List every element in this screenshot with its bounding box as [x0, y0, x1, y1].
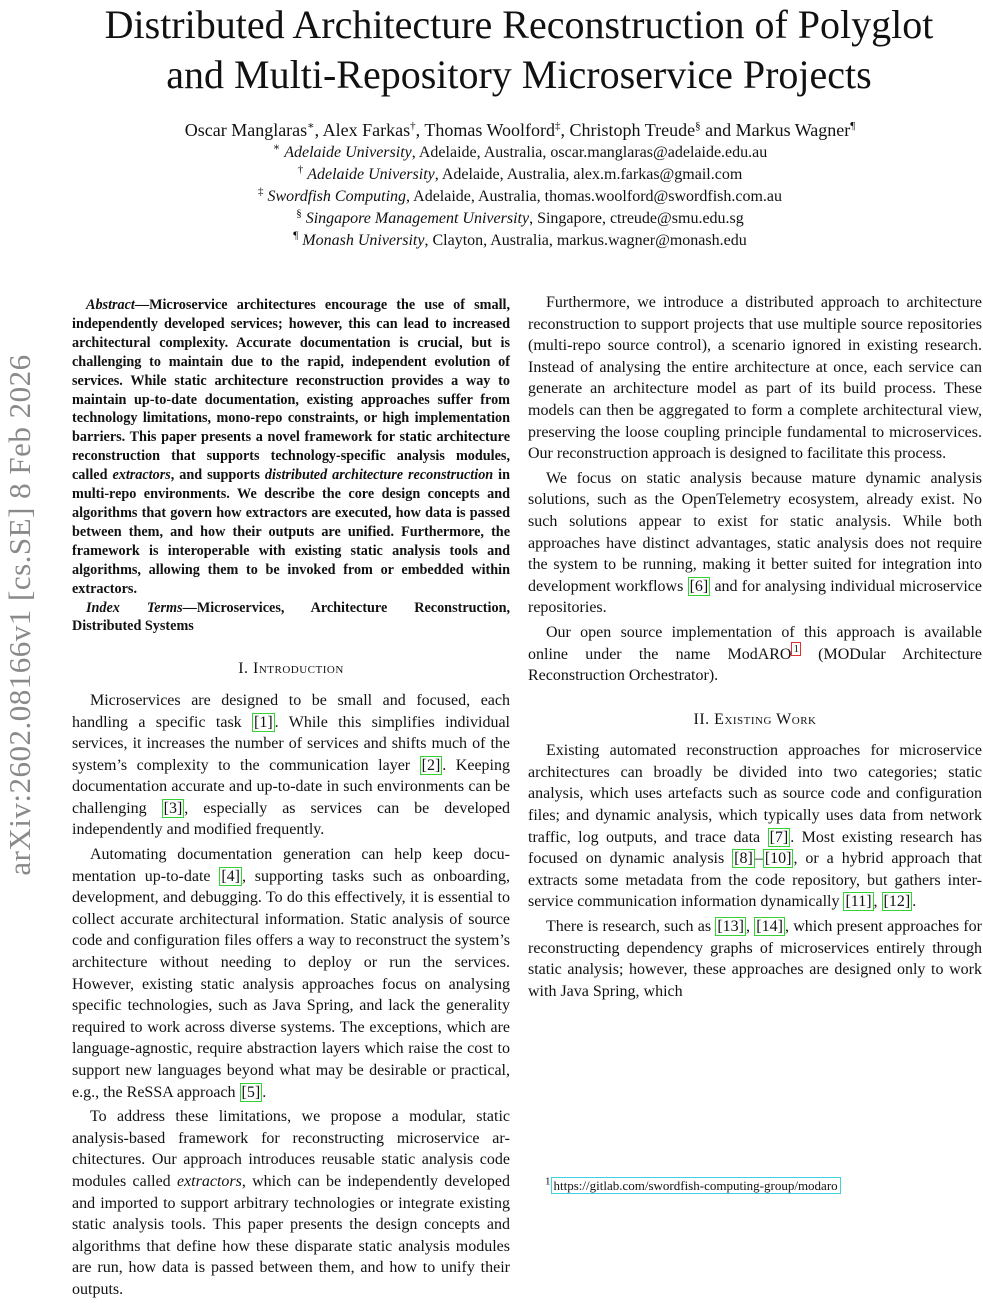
citation-link[interactable]: [14] — [756, 918, 783, 936]
citation-link[interactable]: [10] — [764, 850, 792, 868]
text: , which can be independently developed and imported to support arbitrary technologies or integrate existing static analysis tools. This paper presents the design concepts and algorithms that define how these disparate static analysis modules are run, how data is passed between them, and how to unify their outputs. — [72, 1172, 511, 1298]
text: , — [746, 918, 755, 936]
affiliation-details: , Adelaide, Australia, oscar.manglaras@adelaide.edu.au — [411, 144, 768, 161]
index-terms-label: Index Terms — [86, 599, 183, 616]
index-terms — [72, 599, 510, 637]
abstract-text: , and supports — [170, 467, 265, 484]
affiliation-mark: ‡ — [257, 185, 264, 198]
citation-link[interactable]: [1] — [254, 713, 273, 731]
title-line-1: Distributed Architecture Reconstruction of Polyglot — [104, 2, 934, 47]
text: . — [912, 893, 917, 911]
abstract-text: in multi-repo environments. We describe the core design concepts and algorithms that govern how extractors are executed, how data is passed between them, and how their outputs are unified. Furthermore, the framework is interoperable with existing static analysis tools and algorithms, allowing them to be invoked from or embedded within extractors. — [72, 467, 510, 597]
text: To address these limitations, we propose a modular, static analysis-based framework for reconstructing microservice architectures. Our approach introduces reusable static analysis code modules called — [72, 1108, 510, 1190]
index-terms-text: —Microservices, Architecture Reconstruction, Distributed Systems — [72, 599, 511, 635]
affiliation-org: Singapore Management University — [305, 210, 530, 227]
text: and for analysing individual microservice repositories. — [528, 577, 982, 617]
affiliation-details: , Clayton, Australia, markus.wagner@monash.edu — [424, 232, 747, 249]
text: . Keeping documentation accurate and up-to-date in such environments can be challenging — [72, 756, 511, 817]
footnote-url-link[interactable]: https://gitlab.com/swordfish-computing-group/modaro — [551, 1177, 841, 1194]
author-name: Markus Wagner — [735, 120, 851, 140]
citation-link[interactable]: [13] — [717, 918, 744, 936]
affiliation-details: , Adelaide, Australia, alex.m.farkas@gmail.com — [434, 166, 743, 183]
author-mark: ¶ — [850, 120, 856, 132]
citation-link[interactable]: [6] — [689, 577, 709, 595]
text: , which present approaches for reconstructing dependency graphs of microservices entirely through static analysis; however, these approaches are designed only to work with Java Spring, which — [528, 918, 983, 1000]
text: . While this simplifies individual services, it increases the number of services and shifts much of the system’s complexity to the communication layer — [72, 713, 510, 774]
affiliation-org: Monash University — [302, 232, 425, 249]
affiliation-mark: ∗ — [272, 141, 281, 154]
affiliation-org: Adelaide University — [307, 166, 435, 183]
affiliation-line — [100, 142, 940, 164]
affiliation-mark: ¶ — [293, 229, 299, 242]
abstract-emphasis: distributed architecture reconstruction — [264, 467, 494, 484]
abstract-emphasis: extractors — [112, 467, 171, 484]
text: There is research, such as — [546, 918, 716, 936]
author-name: Alex Farkas — [322, 120, 411, 140]
affiliation-org: Swordfish Computing — [267, 188, 407, 205]
author-conjunction: and — [705, 120, 732, 140]
text: . — [262, 1083, 267, 1101]
affiliation-details: , Singapore, ctreude@smu.edu.sg — [529, 210, 744, 227]
affiliation-line — [100, 208, 940, 230]
author-name: Oscar Manglaras — [184, 120, 308, 140]
affiliation-line — [100, 164, 940, 186]
author-mark: ‡ — [555, 120, 561, 132]
title-line-2: and Multi-Repository Microservice Projects — [166, 52, 872, 97]
emphasis: extractors — [176, 1172, 242, 1190]
author-mark: § — [695, 120, 701, 132]
author-mark: ∗ — [307, 120, 315, 132]
left-column — [72, 292, 510, 1304]
citation-link[interactable]: [12] — [883, 893, 911, 911]
author-name: Christoph Treude — [569, 120, 696, 140]
affiliation-details: , Adelaide, Australia, thomas.woolford@swordfish.com.au — [406, 188, 783, 205]
text: – — [754, 850, 763, 868]
paragraph — [72, 844, 510, 1103]
affiliation-org: Adelaide University — [284, 144, 412, 161]
text: . Most existing research has focused on dynamic analysis — [528, 828, 982, 868]
right-column — [528, 292, 982, 1005]
affiliation-line — [100, 186, 940, 208]
text: (MODular Architecture Reconstruction Orchestrator). — [528, 645, 982, 685]
text: Automating documentation generation can help keep documentation up-to-date — [72, 846, 510, 885]
paragraph — [528, 292, 982, 465]
abstract-text: —Microservice architectures encourage the use of small, independently developed services; however, this can lead to increased architectural complexity. Accurate documentation is crucial, but is challenging to maintain due to the rapid, independent evolution of services. While static architecture reconstruction provides a way to maintain up-to-date documentation, existing approaches suffer from technology limitations, mono-repo constraints, or high implementation barriers. This paper presents a novel framework for static architecture reconstruction that supports technology-specific analysis modules, called — [72, 297, 510, 484]
footnote-link[interactable]: 1 — [793, 643, 799, 656]
section-heading-existing-work: II. Existing Work — [693, 710, 817, 728]
paragraph — [72, 1106, 510, 1300]
paragraph — [528, 622, 982, 687]
text: , supporting tasks such as onboarding, development, and debugging. To do this effectively, it is essential to collect accurate architectural information. Static analysis of source code and configuration files offers a way to reconstruct the system’s architecture without needing to deploy or run the services. However, existing static analysis approaches focus on analysing specific technologies, such as Java Spring, and lack the generality required to work across diverse systems. The exceptions, which are language-agnostic, require abstraction layers which raise the cost to support new languages beyond what may be desirable or practical, e.g., the ReSSA approach — [72, 867, 510, 1101]
paragraph — [528, 468, 982, 619]
citation-link[interactable]: [4] — [221, 867, 240, 885]
footnote-mark: 1 — [545, 1175, 551, 1188]
footnote — [545, 1177, 841, 1195]
citation-link[interactable]: [2] — [421, 756, 441, 774]
section-heading-introduction: I. Introduction — [238, 660, 344, 678]
arxiv-identifier-stamp: arXiv:2602.08166v1 [cs.SE] 8 Feb 2026 — [2, 354, 37, 876]
paragraph — [72, 690, 510, 841]
affiliation-mark: † — [297, 163, 304, 176]
abstract — [72, 296, 510, 599]
text: Existing automated reconstruction approaches for microservice architectures can broadly be divided into two categories; static analysis, which uses artefacts such as source code and configuration files; and dynamic analysis, which typically uses data from network traffic, log outputs, and trace data — [528, 742, 982, 846]
text: Furthermore, we introduce a distributed approach to architecture reconstruction to support projects that use multiple source repositories (multi-repo source control), a scenario ignored in existing research. Instead of analysing the entire architecture at once, each service can generate an architecture model as part of its build process. These models can then be aggregated to form a complete architectural view, preserving the loose coupling principle fundamental to microservices. Our reconstruction approach is designed to facilitate this process. — [528, 294, 982, 463]
text: , — [873, 893, 882, 911]
paper-title — [60, 0, 978, 100]
citation-link[interactable]: [5] — [241, 1083, 261, 1101]
text: , or a hybrid approach that extracts some metadata from the code repository, but gathers inter-service communication information dynamically — [528, 850, 982, 911]
author-list: Oscar Manglaras∗, Alex Farkas†, Thomas Woolford‡, Christoph Treude§ and Markus Wagner¶ — [184, 120, 856, 140]
paragraph — [528, 916, 982, 1002]
affiliation-line — [100, 230, 940, 252]
author-name: Thomas Woolford — [424, 120, 556, 140]
text: , especially as services can be developed independently and modified frequently. — [72, 799, 511, 839]
affiliation-mark: § — [296, 207, 302, 220]
paragraph — [528, 740, 982, 913]
citation-link[interactable]: [7] — [769, 828, 789, 846]
affiliations — [100, 142, 940, 252]
citation-link[interactable]: [3] — [163, 799, 183, 817]
author-mark: † — [410, 120, 416, 132]
citation-link[interactable]: [11] — [845, 893, 872, 911]
citation-link[interactable]: [8] — [734, 850, 753, 868]
abstract-label: Abstract — [86, 297, 135, 313]
text: Microservices are designed to be small and focused, each handling a specific task — [72, 691, 510, 731]
text: Our open source implementation of this approach is available online under the name ModARO — [528, 623, 982, 663]
text: We focus on static analysis because mature dynamic analysis solutions, such as the OpenTelemetry ecosystem, already exist. No such solutions appear to exist for static analysis. While both approaches have distinct advantages, static analysis does not require the system to be running, making it better suited for integration into development workflows — [528, 469, 982, 595]
